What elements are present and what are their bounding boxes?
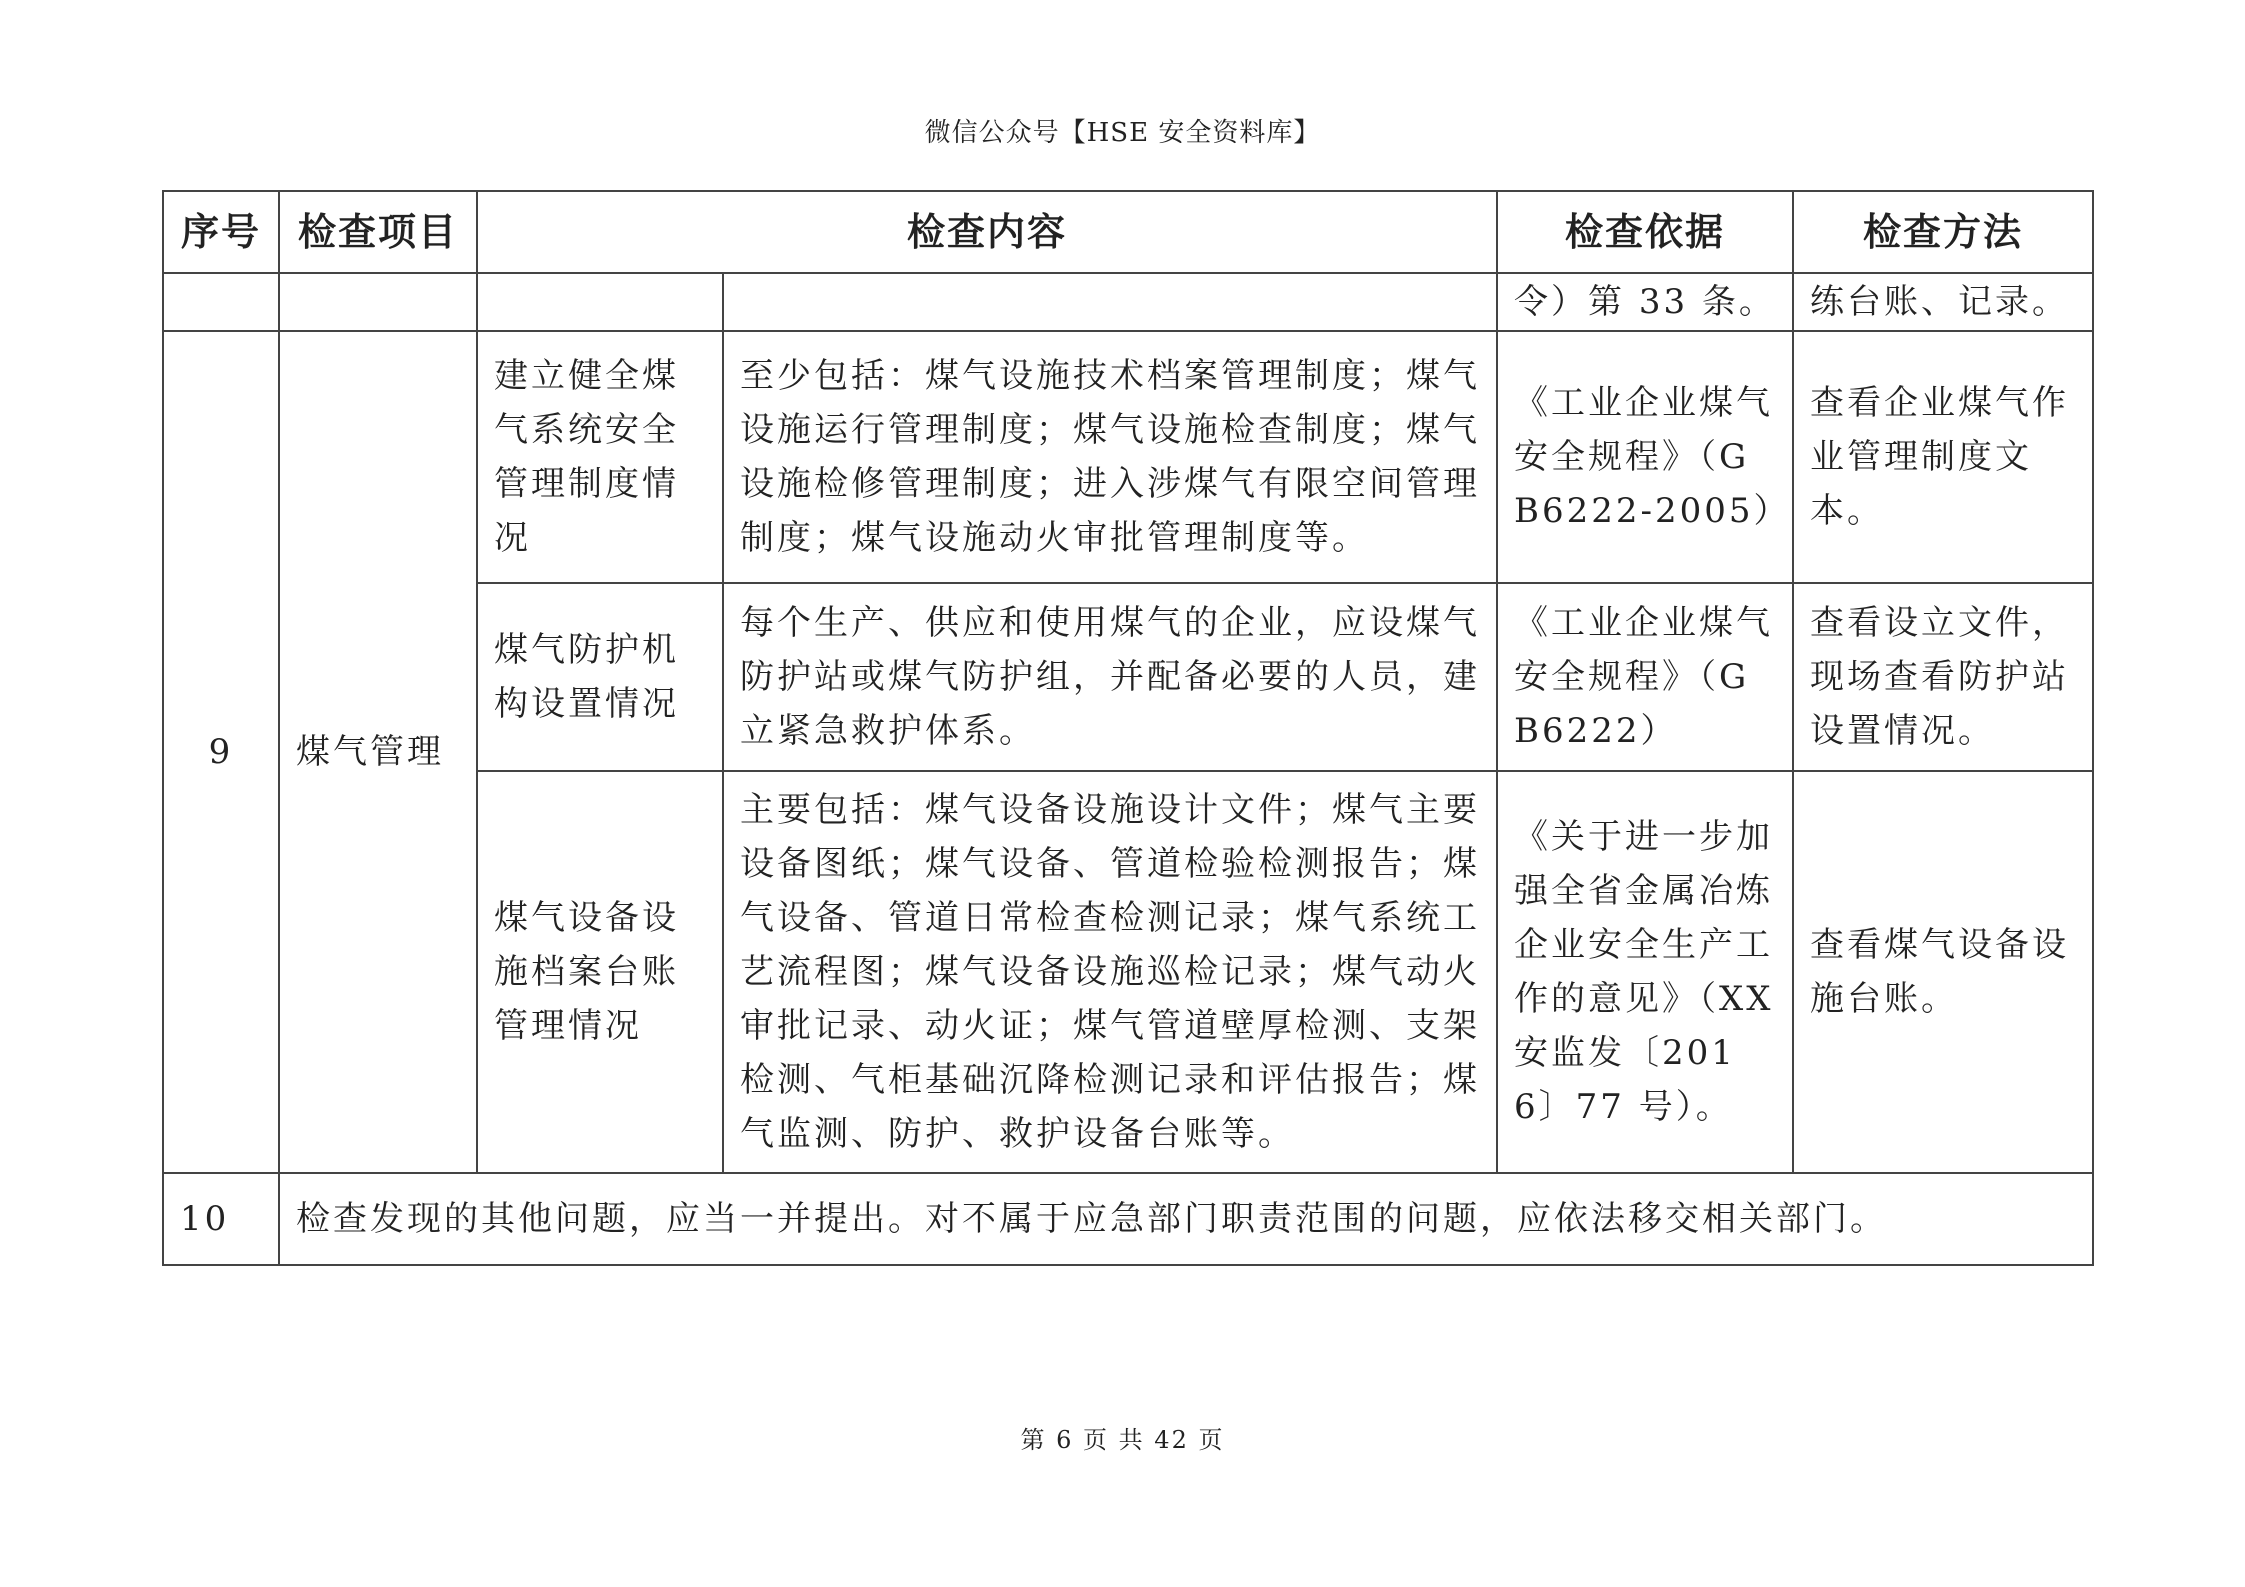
header-content: 检查内容 xyxy=(477,191,1497,273)
cell-basis: 令）第 33 条。 xyxy=(1497,273,1793,331)
table-row-continuation xyxy=(163,273,2093,331)
cell-note: 检查发现的其他问题，应当一并提出。对不属于应急部门职责范围的问题，应依法移交相关部门。 xyxy=(279,1173,2093,1265)
cell-content: 至少包括：煤气设施技术档案管理制度；煤气设施运行管理制度；煤气设施检查制度；煤气设施检修管理制度；进入涉煤气有限空间管理制度；煤气设施动火审批管理制度等。 xyxy=(723,331,1497,583)
cell-subitem: 建立健全煤气系统安全管理制度情况 xyxy=(477,331,723,583)
cell-subitem: 煤气设备设施档案台账管理情况 xyxy=(477,771,723,1173)
cell-method: 练台账、记录。 xyxy=(1793,273,2093,331)
cell-basis: 《关于进一步加强全省金属冶炼企业安全生产工作的意见》（XX 安监发〔2016〕77 号）。 xyxy=(1497,771,1793,1173)
cell-basis: 《工业企业煤气安全规程》（GB6222） xyxy=(1497,583,1793,771)
cell-method: 查看煤气设备设施台账。 xyxy=(1793,771,2093,1173)
cell-content: 每个生产、供应和使用煤气的企业，应设煤气防护站或煤气防护组，并配备必要的人员，建立紧急救护体系。 xyxy=(723,583,1497,771)
page-footer: 第 6 页 共 42 页 xyxy=(1020,1426,1225,1454)
cell-no: 9 xyxy=(163,331,279,1173)
page-header: 微信公众号【HSE 安全资料库】 xyxy=(924,118,1321,148)
cell-content xyxy=(723,273,1497,331)
cell-item xyxy=(279,273,477,331)
table-row xyxy=(163,331,2093,583)
cell-no xyxy=(163,273,279,331)
cell-subitem xyxy=(477,273,723,331)
cell-content: 主要包括：煤气设备设施设计文件；煤气主要设备图纸；煤气设备、管道检验检测报告；煤气设备、管道日常检查检测记录；煤气系统工艺流程图；煤气设备设施巡检记录；煤气动火审批记录、动火证；煤气管道壁厚检测、支架检测、气柜基础沉降检测记录和评估报告；煤气监测、防护、救护设备台账等。 xyxy=(723,771,1497,1173)
table-row-10 xyxy=(163,1173,2093,1265)
header-basis: 检查依据 xyxy=(1497,191,1793,273)
table-header-row xyxy=(163,191,2093,273)
cell-method: 查看企业煤气作业管理制度文本。 xyxy=(1793,331,2093,583)
cell-subitem: 煤气防护机构设置情况 xyxy=(477,583,723,771)
cell-no: 10 xyxy=(163,1173,279,1265)
header-item: 检查项目 xyxy=(279,191,477,273)
cell-method: 查看设立文件，现场查看防护站设置情况。 xyxy=(1793,583,2093,771)
cell-item: 煤气管理 xyxy=(279,331,477,1173)
header-method: 检查方法 xyxy=(1793,191,2093,273)
cell-basis: 《工业企业煤气安全规程》（GB6222-2005） xyxy=(1497,331,1793,583)
header-no: 序号 xyxy=(163,191,279,273)
inspection-table xyxy=(162,190,2094,1266)
